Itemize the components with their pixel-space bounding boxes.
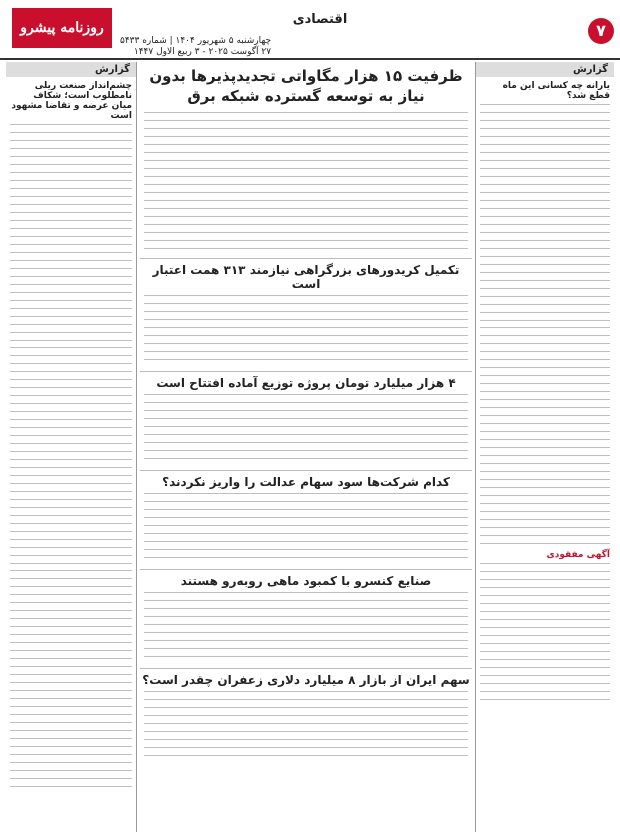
section-title: اقتصادی (292, 12, 348, 27)
main-column (140, 62, 472, 832)
dateline-line-1: چهارشنبه ۵ شهریور ۱۴۰۴ | شماره ۵۴۳۳ (120, 36, 272, 46)
article-body (144, 295, 468, 365)
article-title: یارانه چه کسانی این ماه قطع شد؟ (502, 81, 610, 101)
article-body (144, 493, 468, 563)
article-title: چشم‌انداز صنعت ریلی نامطلوب است؛ شکاف میان عرضه و تقاضا مشهود است (11, 81, 132, 121)
article-title: تکمیل کریدورهای بزرگراهی نیازمند ۳۱۳ همت اعتبار است (140, 258, 472, 291)
dateline-line-2: ۲۷ آگوست ۲۰۲۵ - ۳ ربیع الاول ۱۴۴۷ (133, 47, 272, 57)
dateline (120, 36, 271, 58)
page-header (0, 0, 620, 60)
left-column (6, 62, 137, 832)
page-number: ۷ (588, 18, 614, 44)
article-body (144, 394, 468, 464)
article-body (480, 104, 610, 324)
article-body (144, 592, 468, 662)
article-body (144, 112, 468, 252)
right-column (475, 62, 614, 832)
column-label: گزارش (6, 62, 136, 77)
article-body (10, 570, 132, 790)
article-body (144, 691, 468, 761)
article-body (480, 327, 610, 547)
article-title: ۴ هزار میلیارد تومان پروژه توزیع آماده افتتاح است (140, 371, 472, 390)
column-label: گزارش (476, 62, 614, 77)
main-headline: ظرفیت ۱۵ هزار مگاواتی تجدیدپذیرها بدون نیاز به توسعه گسترده شبکه برق (149, 67, 463, 105)
article-body (10, 124, 132, 344)
article-title: سهم ایران از بازار ۸ میلیارد دلاری زعفران چقدر است؟ (140, 668, 472, 687)
article-title: کدام شرکت‌ها سود سهام عدالت را واریز نکردند؟ (140, 470, 472, 489)
notice-body (480, 563, 610, 703)
notice-title: آگهی مفقودی (546, 550, 610, 560)
article-title: صنایع کنسرو با کمبود ماهی روبه‌رو هستند (140, 569, 472, 588)
article-body (10, 347, 132, 567)
newspaper-logo: روزنامه پیشرو (12, 8, 112, 48)
